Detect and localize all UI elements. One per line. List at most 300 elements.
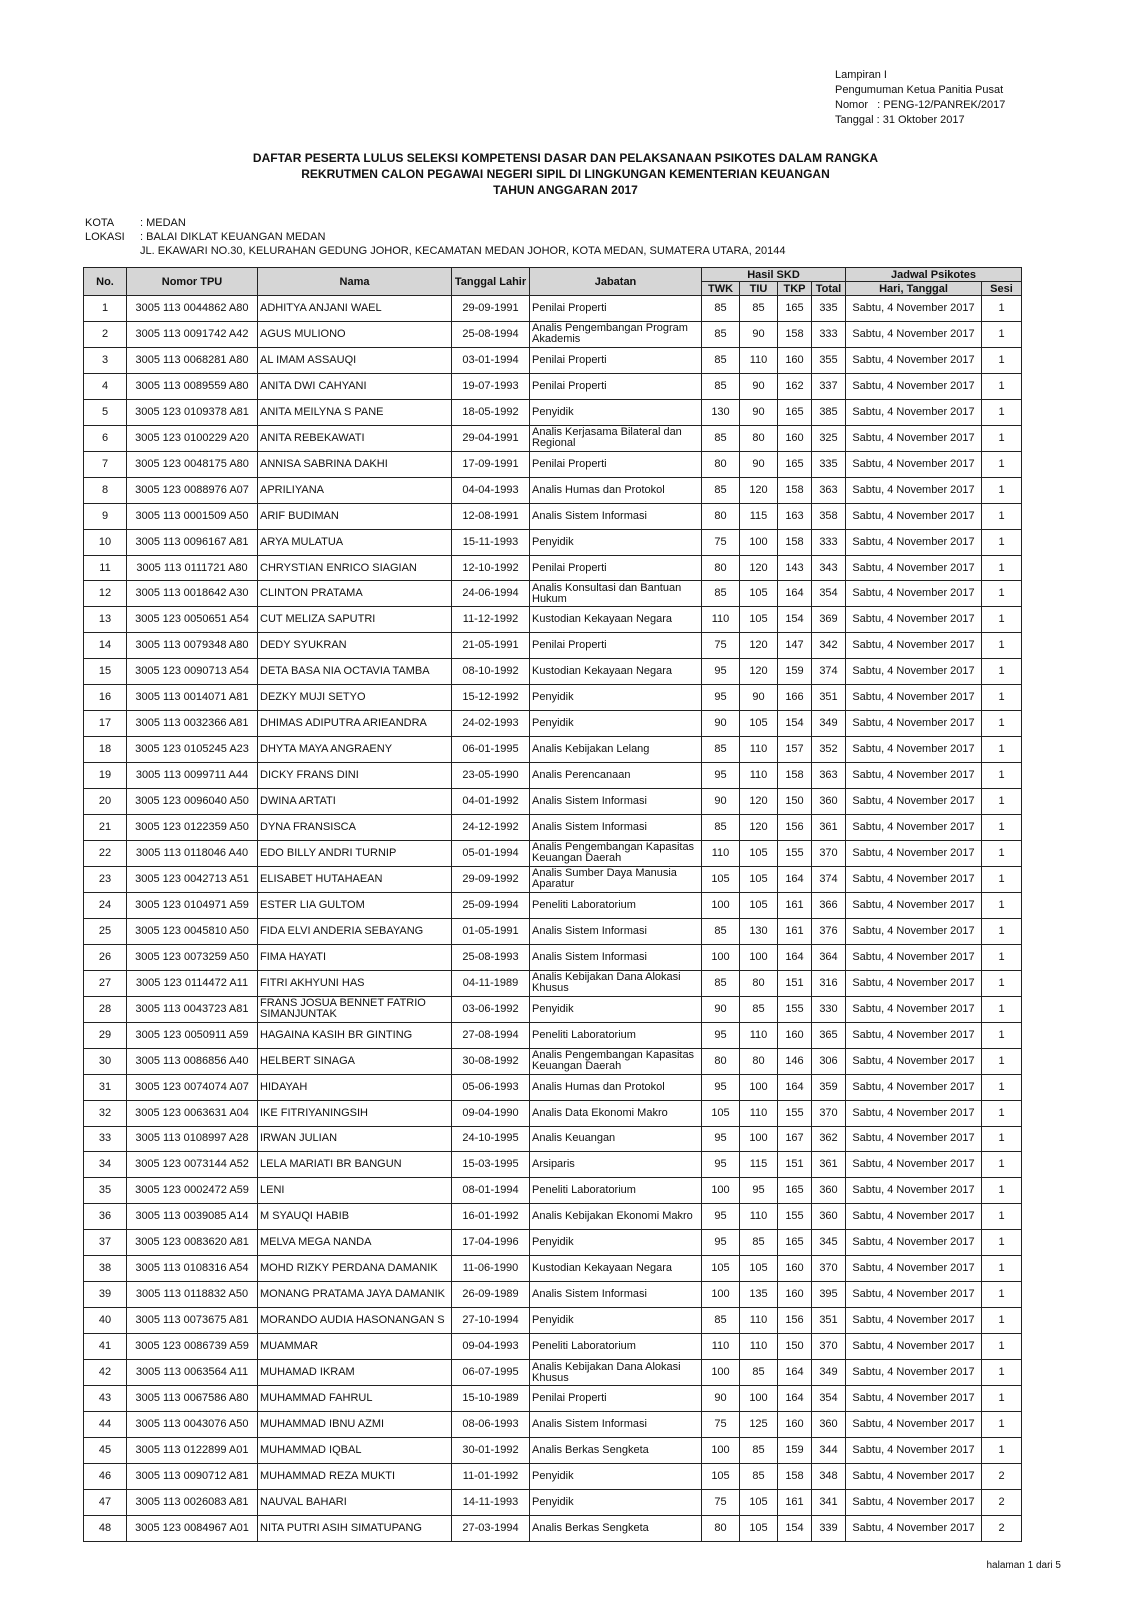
cell-lahir: 21-05-1991: [452, 633, 530, 659]
table-row: [84, 1256, 1022, 1282]
cell-lahir: 06-07-1995: [452, 1360, 530, 1386]
cell-lahir: 03-06-1992: [452, 996, 530, 1022]
cell-hari: Sabtu, 4 November 2017: [846, 1204, 982, 1230]
cell-hari: Sabtu, 4 November 2017: [846, 1515, 982, 1541]
cell-jabatan: Penyidik: [530, 399, 702, 425]
cell-sesi: 1: [982, 1126, 1022, 1152]
cell-jabatan: Penyidik: [530, 1463, 702, 1489]
table-row: [84, 1360, 1022, 1386]
cell-total: 355: [812, 347, 846, 373]
cell-tpu: 3005 123 0105245 A23: [127, 737, 258, 763]
cell-jabatan: Penilai Properti: [530, 373, 702, 399]
cell-tiu: 85: [740, 996, 778, 1022]
table-row: [84, 1411, 1022, 1437]
cell-tiu: 100: [740, 1074, 778, 1100]
cell-jabatan: Penilai Properti: [530, 1386, 702, 1412]
table-row: [84, 296, 1022, 322]
cell-tiu: 115: [740, 1152, 778, 1178]
cell-tkp: 150: [778, 1334, 812, 1360]
cell-total: 349: [812, 711, 846, 737]
cell-tpu: 3005 113 0043723 A81: [127, 996, 258, 1022]
cell-sesi: 1: [982, 1282, 1022, 1308]
cell-lahir: 15-12-1992: [452, 685, 530, 711]
cell-jabatan: Analis Perencanaan: [530, 763, 702, 789]
cell-sesi: 1: [982, 866, 1022, 892]
cell-twk: 80: [702, 1048, 740, 1074]
cell-total: 348: [812, 1463, 846, 1489]
table-row: [84, 1074, 1022, 1100]
cell-hari: Sabtu, 4 November 2017: [846, 685, 982, 711]
table-row: [84, 815, 1022, 841]
cell-hari: Sabtu, 4 November 2017: [846, 1074, 982, 1100]
cell-twk: 75: [702, 1489, 740, 1515]
cell-jabatan: Analis Berkas Sengketa: [530, 1515, 702, 1541]
cell-nama: MUHAMAD IKRAM: [258, 1360, 452, 1386]
cell-total: 360: [812, 1411, 846, 1437]
cell-hari: Sabtu, 4 November 2017: [846, 1178, 982, 1204]
cell-hari: Sabtu, 4 November 2017: [846, 529, 982, 555]
cell-sesi: 1: [982, 296, 1022, 322]
cell-tpu: 3005 113 0063564 A11: [127, 1360, 258, 1386]
cell-total: 342: [812, 633, 846, 659]
cell-nama: IRWAN JULIAN: [258, 1126, 452, 1152]
cell-lahir: 12-08-1991: [452, 503, 530, 529]
cell-total: 354: [812, 1386, 846, 1412]
table-row: [84, 451, 1022, 477]
cell-no: 44: [84, 1411, 127, 1437]
cell-lahir: 15-11-1993: [452, 529, 530, 555]
cell-nama: ANITA MEILYNA S PANE: [258, 399, 452, 425]
cell-jabatan: Penilai Properti: [530, 347, 702, 373]
cell-jabatan: Analis Berkas Sengketa: [530, 1437, 702, 1463]
cell-hari: Sabtu, 4 November 2017: [846, 555, 982, 581]
cell-twk: 105: [702, 1100, 740, 1126]
cell-no: 12: [84, 581, 127, 607]
table-row: [84, 607, 1022, 633]
cell-lahir: 25-08-1994: [452, 321, 530, 347]
table-row: [84, 685, 1022, 711]
cell-nama: MONANG PRATAMA JAYA DAMANIK: [258, 1282, 452, 1308]
cell-no: 11: [84, 555, 127, 581]
cell-tpu: 3005 113 0067586 A80: [127, 1386, 258, 1412]
cell-tpu: 3005 123 0096040 A50: [127, 789, 258, 815]
lokasi-label: LOKASI: [85, 231, 125, 243]
cell-lahir: 06-01-1995: [452, 737, 530, 763]
cell-lahir: 19-07-1993: [452, 373, 530, 399]
cell-jabatan: Penyidik: [530, 1230, 702, 1256]
cell-jabatan: Analis Sistem Informasi: [530, 815, 702, 841]
cell-nama: LENI: [258, 1178, 452, 1204]
cell-jabatan: Analis Sistem Informasi: [530, 918, 702, 944]
cell-tkp: 155: [778, 996, 812, 1022]
cell-tpu: 3005 113 0018642 A30: [127, 581, 258, 607]
cell-no: 43: [84, 1386, 127, 1412]
cell-no: 10: [84, 529, 127, 555]
cell-twk: 85: [702, 321, 740, 347]
table-row: [84, 789, 1022, 815]
cell-twk: 100: [702, 1178, 740, 1204]
cell-hari: Sabtu, 4 November 2017: [846, 1022, 982, 1048]
cell-tkp: 161: [778, 1489, 812, 1515]
cell-tiu: 105: [740, 581, 778, 607]
cell-tiu: 120: [740, 815, 778, 841]
cell-hari: Sabtu, 4 November 2017: [846, 711, 982, 737]
cell-lahir: 23-05-1990: [452, 763, 530, 789]
cell-nama: CUT MELIZA SAPUTRI: [258, 607, 452, 633]
cell-hari: Sabtu, 4 November 2017: [846, 892, 982, 918]
cell-tpu: 3005 113 0014071 A81: [127, 685, 258, 711]
cell-jabatan: Peneliti Laboratorium: [530, 1022, 702, 1048]
cell-twk: 110: [702, 841, 740, 867]
cell-jabatan: Analis Kebijakan Dana Alokasi Khusus: [530, 1360, 702, 1386]
cell-tpu: 3005 123 0042713 A51: [127, 866, 258, 892]
cell-sesi: 1: [982, 1334, 1022, 1360]
table-row: [84, 918, 1022, 944]
cell-tkp: 158: [778, 529, 812, 555]
cell-tkp: 165: [778, 1178, 812, 1204]
cell-nama: MORANDO AUDIA HASONANGAN S: [258, 1308, 452, 1334]
cell-twk: 85: [702, 347, 740, 373]
table-row: [84, 399, 1022, 425]
cell-total: 337: [812, 373, 846, 399]
cell-jabatan: Analis Kerjasama Bilateral dan Regional: [530, 425, 702, 451]
table-row: [84, 1230, 1022, 1256]
cell-lahir: 05-01-1994: [452, 841, 530, 867]
cell-tiu: 105: [740, 711, 778, 737]
cell-total: 360: [812, 1204, 846, 1230]
cell-sesi: 1: [982, 1152, 1022, 1178]
cell-nama: DICKY FRANS DINI: [258, 763, 452, 789]
cell-tpu: 3005 113 0099711 A44: [127, 763, 258, 789]
cell-lahir: 24-06-1994: [452, 581, 530, 607]
cell-twk: 80: [702, 555, 740, 581]
cell-no: 30: [84, 1048, 127, 1074]
cell-no: 3: [84, 347, 127, 373]
reference-line: Lampiran I: [835, 69, 887, 81]
cell-hari: Sabtu, 4 November 2017: [846, 944, 982, 970]
cell-total: 345: [812, 1230, 846, 1256]
cell-total: 362: [812, 1126, 846, 1152]
cell-hari: Sabtu, 4 November 2017: [846, 1360, 982, 1386]
cell-nama: MUHAMMAD REZA MUKTI: [258, 1463, 452, 1489]
header-tpu: Nomor TPU: [127, 268, 258, 296]
cell-hari: Sabtu, 4 November 2017: [846, 789, 982, 815]
cell-tkp: 158: [778, 477, 812, 503]
cell-tpu: 3005 123 0088976 A07: [127, 477, 258, 503]
table-row: [84, 555, 1022, 581]
cell-hari: Sabtu, 4 November 2017: [846, 1308, 982, 1334]
cell-hari: Sabtu, 4 November 2017: [846, 918, 982, 944]
cell-no: 6: [84, 425, 127, 451]
cell-total: 369: [812, 607, 846, 633]
cell-sesi: 1: [982, 892, 1022, 918]
cell-tpu: 3005 113 0026083 A81: [127, 1489, 258, 1515]
cell-total: 363: [812, 763, 846, 789]
cell-tpu: 3005 123 0050651 A54: [127, 607, 258, 633]
cell-nama: ELISABET HUTAHAEAN: [258, 866, 452, 892]
cell-nama: IKE FITRIYANINGSIH: [258, 1100, 452, 1126]
cell-total: 361: [812, 815, 846, 841]
cell-twk: 90: [702, 711, 740, 737]
cell-no: 16: [84, 685, 127, 711]
cell-twk: 100: [702, 1360, 740, 1386]
cell-sesi: 1: [982, 1100, 1022, 1126]
table-row: [84, 892, 1022, 918]
cell-tiu: 110: [740, 763, 778, 789]
cell-lahir: 17-09-1991: [452, 451, 530, 477]
header-tiu: TIU: [740, 282, 778, 296]
cell-nama: ESTER LIA GULTOM: [258, 892, 452, 918]
cell-tpu: 3005 113 0079348 A80: [127, 633, 258, 659]
cell-no: 26: [84, 944, 127, 970]
table-row: [84, 503, 1022, 529]
cell-tiu: 120: [740, 659, 778, 685]
cell-tiu: 90: [740, 373, 778, 399]
cell-sesi: 2: [982, 1515, 1022, 1541]
cell-twk: 85: [702, 1308, 740, 1334]
cell-twk: 85: [702, 737, 740, 763]
table-row: [84, 1204, 1022, 1230]
cell-total: 374: [812, 866, 846, 892]
cell-no: 36: [84, 1204, 127, 1230]
cell-hari: Sabtu, 4 November 2017: [846, 1152, 982, 1178]
cell-jabatan: Penyidik: [530, 711, 702, 737]
cell-jabatan: Penyidik: [530, 685, 702, 711]
cell-hari: Sabtu, 4 November 2017: [846, 1437, 982, 1463]
header-psikotes: Jadwal Psikotes: [846, 268, 1022, 282]
cell-hari: Sabtu, 4 November 2017: [846, 296, 982, 322]
cell-lahir: 08-06-1993: [452, 1411, 530, 1437]
cell-hari: Sabtu, 4 November 2017: [846, 425, 982, 451]
cell-tpu: 3005 113 0111721 A80: [127, 555, 258, 581]
table-body: [84, 296, 1022, 1542]
cell-nama: HIDAYAH: [258, 1074, 452, 1100]
cell-tkp: 158: [778, 321, 812, 347]
cell-tiu: 80: [740, 970, 778, 996]
cell-hari: Sabtu, 4 November 2017: [846, 581, 982, 607]
cell-tkp: 164: [778, 1386, 812, 1412]
cell-tkp: 166: [778, 685, 812, 711]
cell-tpu: 3005 113 0068281 A80: [127, 347, 258, 373]
cell-lahir: 15-10-1989: [452, 1386, 530, 1412]
cell-twk: 85: [702, 477, 740, 503]
cell-lahir: 11-06-1990: [452, 1256, 530, 1282]
cell-total: 352: [812, 737, 846, 763]
cell-nama: NAUVAL BAHARI: [258, 1489, 452, 1515]
cell-tkp: 146: [778, 1048, 812, 1074]
cell-nama: ANNISA SABRINA DAKHI: [258, 451, 452, 477]
table-row: [84, 1282, 1022, 1308]
cell-tiu: 90: [740, 399, 778, 425]
cell-tkp: 150: [778, 789, 812, 815]
cell-total: 325: [812, 425, 846, 451]
address: JL. EKAWARI NO.30, KELURAHAN GEDUNG JOHOR, KECAMATAN MEDAN JOHOR, KOTA MEDAN, SUMATERA UTARA, 20144: [140, 245, 786, 257]
cell-nama: FIMA HAYATI: [258, 944, 452, 970]
cell-total: 364: [812, 944, 846, 970]
cell-nama: MUAMMAR: [258, 1334, 452, 1360]
cell-sesi: 1: [982, 399, 1022, 425]
cell-jabatan: Peneliti Laboratorium: [530, 1178, 702, 1204]
cell-jabatan: Analis Sistem Informasi: [530, 944, 702, 970]
cell-lahir: 30-08-1992: [452, 1048, 530, 1074]
attachment-reference: [835, 68, 1005, 128]
cell-jabatan: Penilai Properti: [530, 296, 702, 322]
participants-table: [83, 267, 1022, 1542]
cell-tpu: 3005 113 0090712 A81: [127, 1463, 258, 1489]
cell-jabatan: Penyidik: [530, 996, 702, 1022]
cell-tpu: 3005 113 0043076 A50: [127, 1411, 258, 1437]
title-line: REKRUTMEN CALON PEGAWAI NEGERI SIPIL DI LINGKUNGAN KEMENTERIAN KEUANGAN: [301, 167, 830, 181]
cell-jabatan: Analis Kebijakan Lelang: [530, 737, 702, 763]
cell-jabatan: Penyidik: [530, 1489, 702, 1515]
cell-tiu: 120: [740, 555, 778, 581]
cell-total: 333: [812, 321, 846, 347]
cell-lahir: 24-02-1993: [452, 711, 530, 737]
cell-hari: Sabtu, 4 November 2017: [846, 970, 982, 996]
cell-hari: Sabtu, 4 November 2017: [846, 477, 982, 503]
cell-tkp: 155: [778, 841, 812, 867]
cell-total: 335: [812, 296, 846, 322]
cell-tiu: 105: [740, 607, 778, 633]
cell-sesi: 1: [982, 347, 1022, 373]
cell-twk: 95: [702, 1204, 740, 1230]
cell-hari: Sabtu, 4 November 2017: [846, 815, 982, 841]
cell-twk: 110: [702, 1334, 740, 1360]
cell-lahir: 15-03-1995: [452, 1152, 530, 1178]
cell-tkp: 154: [778, 607, 812, 633]
cell-sesi: 1: [982, 1308, 1022, 1334]
cell-lahir: 05-06-1993: [452, 1074, 530, 1100]
cell-nama: ARYA MULATUA: [258, 529, 452, 555]
cell-nama: ANITA REBEKAWATI: [258, 425, 452, 451]
cell-total: 385: [812, 399, 846, 425]
cell-tpu: 3005 113 0073675 A81: [127, 1308, 258, 1334]
cell-nama: AGUS MULIONO: [258, 321, 452, 347]
cell-total: 330: [812, 996, 846, 1022]
reference-line: Nomor : PENG-12/PANREK/2017: [835, 99, 1006, 111]
cell-tkp: 165: [778, 451, 812, 477]
cell-jabatan: Analis Humas dan Protokol: [530, 1074, 702, 1100]
header-tkp: TKP: [778, 282, 812, 296]
cell-jabatan: Penilai Properti: [530, 555, 702, 581]
cell-total: 370: [812, 1256, 846, 1282]
cell-nama: HAGAINA KASIH BR GINTING: [258, 1022, 452, 1048]
table-row: [84, 659, 1022, 685]
table-row: [84, 1048, 1022, 1074]
cell-lahir: 04-04-1993: [452, 477, 530, 503]
cell-tkp: 164: [778, 1074, 812, 1100]
cell-nama: DYNA FRANSISCA: [258, 815, 452, 841]
cell-sesi: 1: [982, 1178, 1022, 1204]
cell-hari: Sabtu, 4 November 2017: [846, 1489, 982, 1515]
cell-jabatan: Analis Pengembangan Program Akademis: [530, 321, 702, 347]
table-row: [84, 347, 1022, 373]
table-row: [84, 944, 1022, 970]
table-row: [84, 1100, 1022, 1126]
cell-no: 33: [84, 1126, 127, 1152]
cell-jabatan: Analis Kebijakan Ekonomi Makro: [530, 1204, 702, 1230]
cell-tiu: 110: [740, 1308, 778, 1334]
cell-total: 358: [812, 503, 846, 529]
cell-lahir: 09-04-1993: [452, 1334, 530, 1360]
cell-nama: HELBERT SINAGA: [258, 1048, 452, 1074]
cell-nama: MUHAMMAD IBNU AZMI: [258, 1411, 452, 1437]
reference-line: Tanggal : 31 Oktober 2017: [835, 114, 965, 126]
cell-sesi: 1: [982, 1022, 1022, 1048]
cell-twk: 95: [702, 1230, 740, 1256]
cell-tiu: 110: [740, 1334, 778, 1360]
cell-no: 15: [84, 659, 127, 685]
cell-jabatan: Arsiparis: [530, 1152, 702, 1178]
table-row: [84, 737, 1022, 763]
cell-nama: MUHAMMAD FAHRUL: [258, 1386, 452, 1412]
cell-twk: 100: [702, 892, 740, 918]
cell-lahir: 03-01-1994: [452, 347, 530, 373]
cell-tiu: 85: [740, 1463, 778, 1489]
cell-tiu: 85: [740, 1360, 778, 1386]
header-jabatan: Jabatan: [530, 268, 702, 296]
cell-lahir: 04-01-1992: [452, 789, 530, 815]
cell-lahir: 11-01-1992: [452, 1463, 530, 1489]
cell-sesi: 1: [982, 321, 1022, 347]
cell-lahir: 27-03-1994: [452, 1515, 530, 1541]
cell-jabatan: Kustodian Kekayaan Negara: [530, 1256, 702, 1282]
cell-sesi: 2: [982, 1489, 1022, 1515]
cell-tpu: 3005 123 0073144 A52: [127, 1152, 258, 1178]
table-row: [84, 321, 1022, 347]
cell-twk: 95: [702, 763, 740, 789]
cell-tpu: 3005 123 0074074 A07: [127, 1074, 258, 1100]
cell-lahir: 11-12-1992: [452, 607, 530, 633]
cell-total: 360: [812, 1178, 846, 1204]
cell-twk: 105: [702, 866, 740, 892]
table-row: [84, 841, 1022, 867]
cell-tkp: 164: [778, 944, 812, 970]
cell-total: 361: [812, 1152, 846, 1178]
cell-twk: 80: [702, 1515, 740, 1541]
cell-no: 22: [84, 841, 127, 867]
location-info: [85, 216, 785, 258]
cell-tkp: 156: [778, 815, 812, 841]
cell-twk: 95: [702, 1126, 740, 1152]
cell-tiu: 105: [740, 1515, 778, 1541]
cell-sesi: 1: [982, 996, 1022, 1022]
cell-tpu: 3005 123 0084967 A01: [127, 1515, 258, 1541]
cell-tkp: 157: [778, 737, 812, 763]
cell-tiu: 80: [740, 425, 778, 451]
table-row: [84, 970, 1022, 996]
cell-twk: 85: [702, 296, 740, 322]
cell-lahir: 17-04-1996: [452, 1230, 530, 1256]
cell-hari: Sabtu, 4 November 2017: [846, 841, 982, 867]
cell-no: 17: [84, 711, 127, 737]
cell-nama: EDO BILLY ANDRI TURNIP: [258, 841, 452, 867]
cell-hari: Sabtu, 4 November 2017: [846, 607, 982, 633]
cell-jabatan: Analis Kebijakan Dana Alokasi Khusus: [530, 970, 702, 996]
cell-tpu: 3005 123 0109378 A81: [127, 399, 258, 425]
table-row: [84, 373, 1022, 399]
cell-no: 2: [84, 321, 127, 347]
cell-tpu: 3005 123 0073259 A50: [127, 944, 258, 970]
cell-sesi: 1: [982, 1360, 1022, 1386]
cell-total: 359: [812, 1074, 846, 1100]
cell-no: 20: [84, 789, 127, 815]
cell-lahir: 08-01-1994: [452, 1178, 530, 1204]
cell-hari: Sabtu, 4 November 2017: [846, 1386, 982, 1412]
cell-nama: FRANS JOSUA BENNET FATRIO SIMANJUNTAK: [258, 996, 452, 1022]
cell-tiu: 110: [740, 347, 778, 373]
cell-sesi: 1: [982, 1230, 1022, 1256]
